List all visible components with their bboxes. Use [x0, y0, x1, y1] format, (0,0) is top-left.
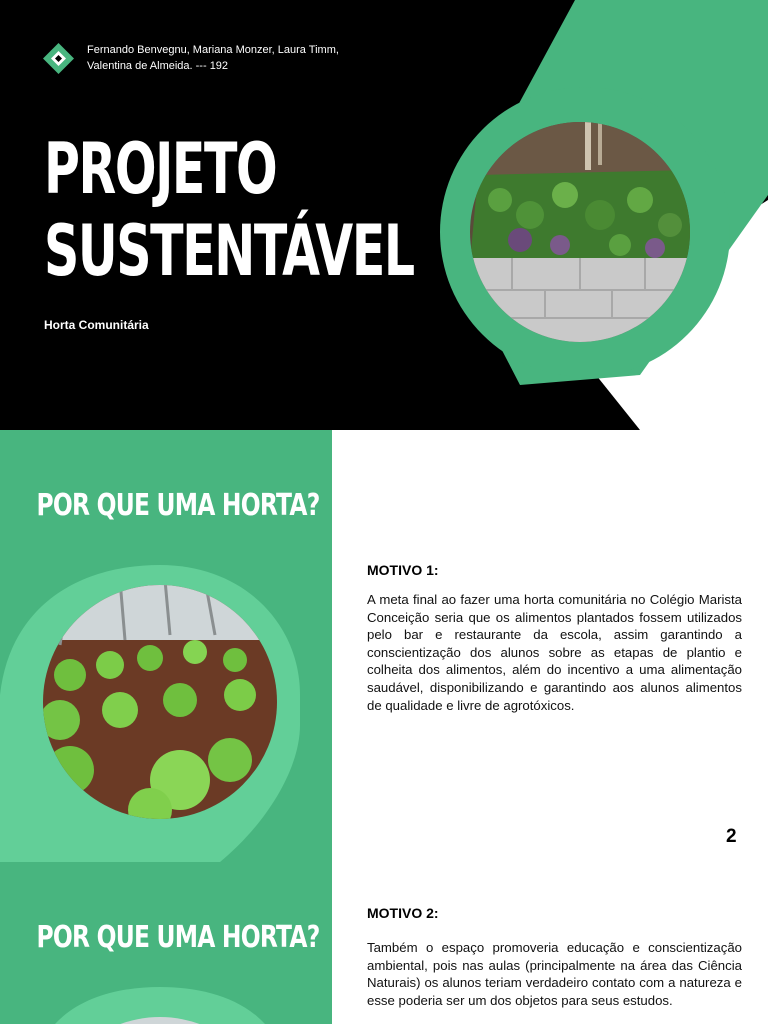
- cover-title-line-1: PROJETO: [44, 128, 277, 210]
- cover-subtitle: Horta Comunitária: [44, 318, 149, 332]
- diamond-logo-icon: [43, 43, 74, 74]
- motivo-2-body: Também o espaço promoveria educação e conscientização ambiental, pois nas aulas (principalmente na área das Ciência Naturais) os alunos teriam verdadeiro contato com a natureza e esse poderia ser um dos objetos para seus estudos.: [367, 940, 742, 1008]
- authors-text: Fernando Benvegnu, Mariana Monzer, Laura Timm, Valentina de Almeida. --- 192: [87, 44, 339, 72]
- motivo-1-body: A meta final ao fazer uma horta comunitária no Colégio Marista Conceição seria que os alimentos plantados fossem utilizados pelo bar e restaurante da escola, assim garantindo a conscientização dos alunos sobre as etapas de plantio e colheita dos alimentos, além do incentivo a uma alimentação saudável, disponibilizando e garantindo aos alunos alimentos de qualidade e livre de agrotóxicos.: [367, 592, 742, 713]
- cover-section: [0, 0, 768, 430]
- section-1-panel: [0, 430, 332, 862]
- page-number: 2: [726, 826, 737, 847]
- section-1-title: POR QUE UMA HORTA?: [36, 488, 320, 523]
- section-2-title: POR QUE UMA HORTA?: [36, 920, 320, 955]
- cover-title: [44, 128, 414, 292]
- section-2-panel: [0, 862, 332, 1024]
- cover-title-line-2: SUSTENTÁVEL: [44, 210, 414, 292]
- motivo-2-heading: MOTIVO 2:: [367, 905, 439, 921]
- motivo-1-heading: MOTIVO 1:: [367, 562, 439, 578]
